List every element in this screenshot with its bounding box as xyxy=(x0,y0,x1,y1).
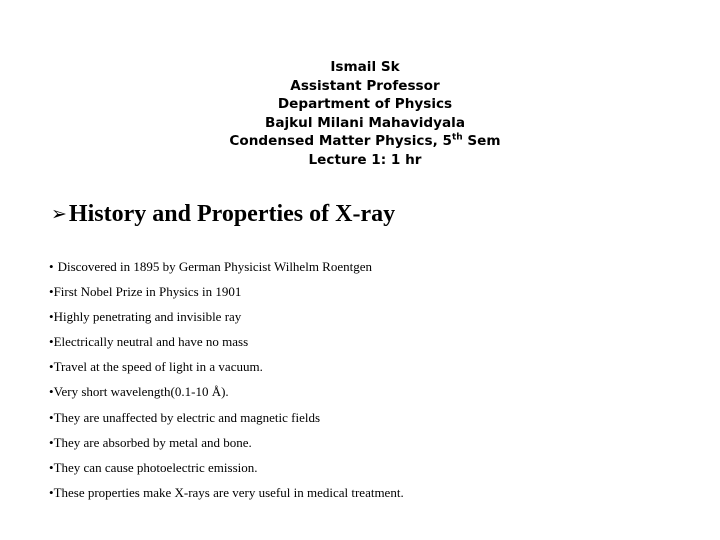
arrow-bullet-icon: ➢ xyxy=(51,203,67,225)
list-item xyxy=(49,409,404,434)
bullet-dot-icon: • xyxy=(49,259,54,274)
bullet-dot-icon: • xyxy=(49,484,54,500)
bullet-dot-icon: • xyxy=(49,434,54,450)
course-prefix: Condensed Matter Physics, 5 xyxy=(229,133,452,150)
course-suffix: Sem xyxy=(462,133,501,150)
bullet-dot-icon: • xyxy=(49,359,54,375)
lecturer-name: Ismail Sk xyxy=(330,59,400,75)
list-item-text: They are unaffected by electric and magnetic fields xyxy=(53,409,321,425)
lecture-info: Lecture 1: 1 hr xyxy=(308,151,422,168)
course-ordinal-suffix: th xyxy=(451,132,463,143)
course-info xyxy=(0,132,720,151)
college-name: Bajkul Milani Mahavidyala xyxy=(264,114,466,131)
lecturer-position: Assistant Professor xyxy=(290,77,440,94)
list-item-text: Travel at the speed of light in a vacuum. xyxy=(53,359,263,375)
list-item xyxy=(49,459,404,484)
lecturer-header xyxy=(0,58,720,170)
list-item xyxy=(49,308,404,333)
list-item xyxy=(49,283,404,308)
list-item-text: These properties make X-rays are very useful in medical treatment. xyxy=(53,484,404,500)
list-item-text: First Nobel Prize in Physics in 1901 xyxy=(53,284,242,300)
bullet-dot-icon: • xyxy=(49,409,54,425)
department-name: Department of Physics xyxy=(277,96,453,113)
list-item-text: Very short wavelength(0.1-10 Å). xyxy=(53,384,229,400)
list-item-text: Electrically neutral and have no mass xyxy=(53,334,249,350)
bullet-dot-icon: • xyxy=(49,284,54,300)
slide-title-text: History and Properties of X-ray xyxy=(68,201,396,227)
list-item xyxy=(49,484,404,509)
bullet-dot-icon: • xyxy=(49,334,54,350)
bullet-dot-icon: • xyxy=(49,384,54,400)
slide-title xyxy=(51,199,395,229)
list-item xyxy=(49,333,404,358)
list-item xyxy=(49,383,404,408)
list-item-text: They can cause photoelectric emission. xyxy=(53,459,258,475)
list-item-text: They are absorbed by metal and bone. xyxy=(53,434,252,450)
bullet-dot-icon: • xyxy=(49,459,54,475)
list-item xyxy=(49,258,404,283)
list-item-text: Discovered in 1895 by German Physicist Wilhelm Roentgen xyxy=(57,259,372,274)
list-item xyxy=(49,434,404,459)
list-item xyxy=(49,358,404,383)
properties-list xyxy=(49,258,404,509)
bullet-dot-icon: • xyxy=(49,309,54,325)
list-item-text: Highly penetrating and invisible ray xyxy=(53,309,242,325)
